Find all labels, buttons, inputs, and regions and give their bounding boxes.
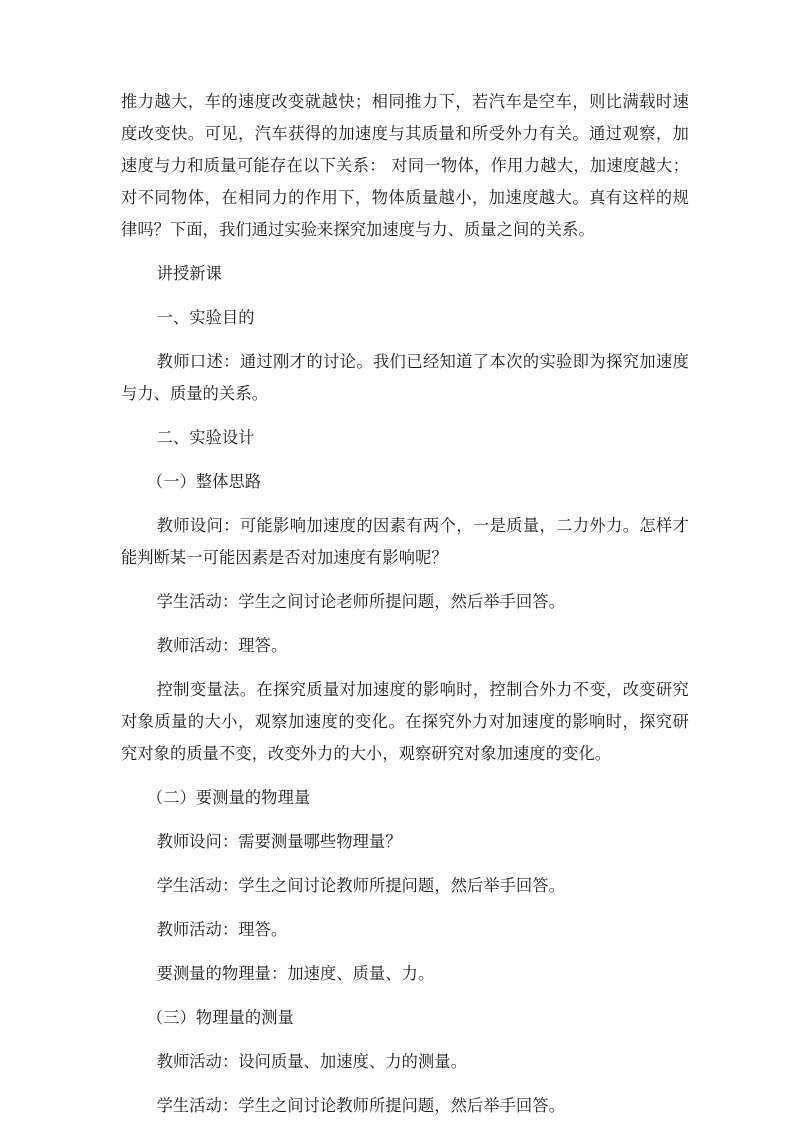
body-paragraph-quantities-list: 要测量的物理量：加速度、质量、力。: [156, 964, 435, 983]
body-paragraph-teacher-activity-3: 教师活动：设问质量、加速度、力的测量。: [156, 1052, 468, 1071]
body-paragraph-student-activity-3: 学生活动：学生之间讨论教师所提问题，然后举手回答。: [156, 1096, 566, 1115]
section-heading-experiment-design: 二、实验设计: [156, 428, 255, 447]
subsection-heading-measurement: （三）物理量的测量: [146, 1008, 294, 1027]
body-paragraph-teacher-activity-1: 教师活动：理答。: [156, 636, 288, 655]
body-paragraph-teacher-statement: 教师口述：通过刚才的讨论。我们已经知道了本次的实验即为探究加速度与力、质量的关系。: [121, 352, 689, 403]
subsection-heading-overall-approach: （一）整体思路: [146, 472, 262, 491]
body-paragraph-intro: 推力越大，车的速度改变就越快；相同推力下，若汽车是空车，则比满载时速度改变快。可见，汽车获得的加速度与其质量和所受外力有关。通过观察，加速度与力和质量可能存在以下关系： 对同一物体，作用力越大，加速度越大；对不同物体，在相同力的作用下，物体质量越小，加速度越大。真有这样的规律吗？下面，我们通过实验来探究加速度与力、质量之间的关系。: [121, 92, 689, 239]
body-paragraph-teacher-question-1: 教师设问：可能影响加速度的因素有两个，一是质量，二力外力。怎样才能判断某一可能因素是否对加速度有影响呢？: [121, 516, 689, 567]
body-paragraph-student-activity-2: 学生活动：学生之间讨论教师所提问题，然后举手回答。: [156, 876, 566, 895]
section-heading-experiment-purpose: 一、实验目的: [156, 308, 255, 327]
body-paragraph-teacher-question-2: 教师设问：需要测量哪些物理量？: [156, 832, 402, 851]
section-heading-new-lesson: 讲授新课: [156, 264, 222, 283]
subsection-heading-quantities-to-measure: （二）要测量的物理量: [146, 788, 311, 807]
body-paragraph-control-variables: 控制变量法。在探究质量对加速度的影响时，控制合外力不变，改变研究对象质量的大小，观察加速度的变化。在探究外力对加速度的影响时，探究研究对象的质量不变，改变外力的大小，观察研究对象加速度的变化。: [121, 680, 689, 763]
body-paragraph-teacher-activity-2: 教师活动：理答。: [156, 920, 288, 939]
body-paragraph-student-activity-1: 学生活动：学生之间讨论老师所提问题，然后举手回答。: [156, 592, 566, 611]
document-page: [121, 86, 689, 1134]
